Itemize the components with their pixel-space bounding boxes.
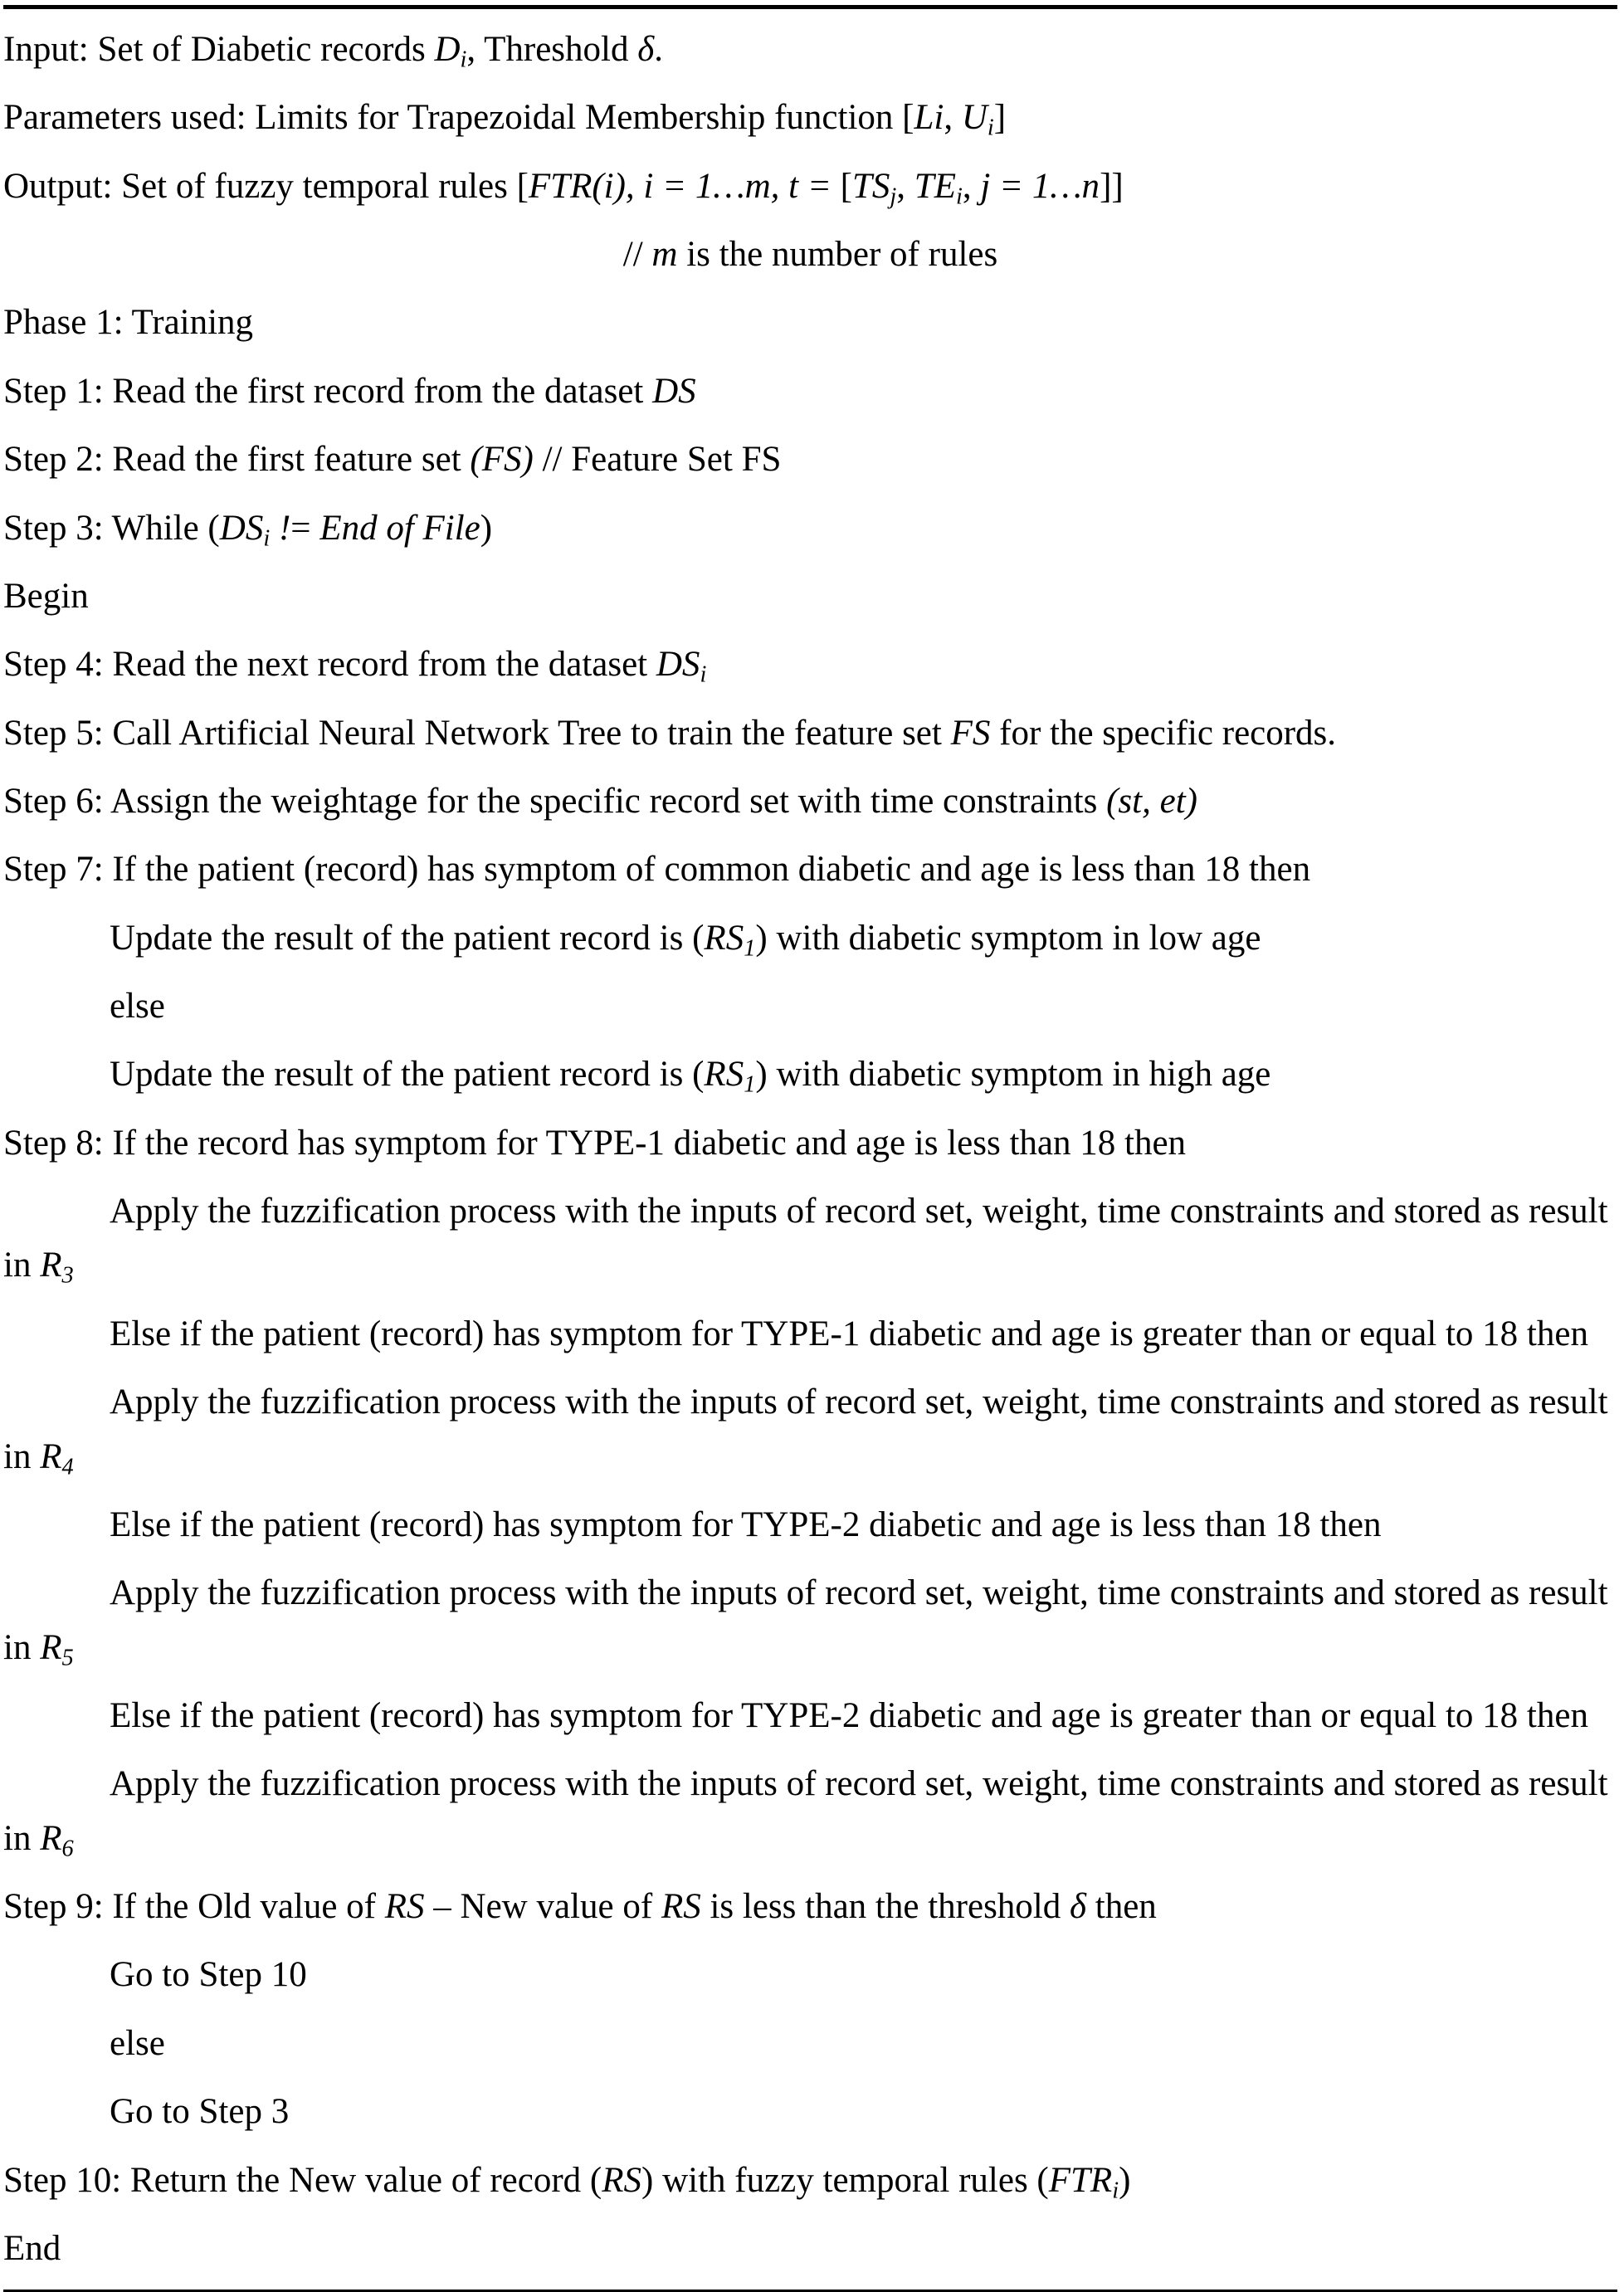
algorithm-step-9-goto-step-10: Go to Step 10	[110, 1955, 307, 1995]
algorithm-step-6: Step 6: Assign the weightage for the specific record set with time constraints (st, et)	[3, 781, 1197, 821]
algorithm-step-9: Step 9: If the Old value of RS – New value of RS is less than the threshold δ then	[3, 1887, 1157, 1927]
algorithm-step-7-else-keyword: else	[110, 987, 165, 1027]
algorithm-end-keyword: End	[3, 2228, 61, 2268]
algorithm-step-7: Step 7: If the patient (record) has symptom of common diabetic and age is less than 18 then	[3, 850, 1311, 890]
algorithm-step-8-elseif-type1-ge-18: Else if the patient (record) has symptom for TYPE-1 diabetic and age is greater than or equal to 18 then	[110, 1314, 1588, 1353]
algorithm-line-parameters: Parameters used: Limits for Trapezoidal Membership function [Li, $U_i$]	[3, 98, 1007, 141]
algorithm-step-7-update-high-age: Update the result of the patient record is $(RS_1)$ with diabetic symptom in high age	[110, 1055, 1271, 1098]
algorithm-step-8-apply-fuzzification-r5: Apply the fuzzification process with the inputs of record set, weight, time constraints and stored as result in $R_5$	[3, 1573, 1608, 1670]
algorithm-step-8-elseif-type2-ge-18: Else if the patient (record) has symptom for TYPE-2 diabetic and age is greater than or equal to 18 then	[110, 1695, 1588, 1735]
algorithm-step-3: Step 3: While ($DS_i$ != End of File)	[3, 508, 493, 551]
algorithm-step-8-elseif-type2-lt-18: Else if the patient (record) has symptom for TYPE-2 diabetic and age is less than 18 then	[110, 1504, 1382, 1544]
algorithm-line-output: Output: Set of fuzzy temporal rules [FTR(i), i = 1…m, $t = [TS_j$, $TE_i$, j = 1…n]]	[3, 166, 1124, 210]
algorithm-phase-1-heading: Phase 1: Training	[3, 303, 254, 343]
algorithm-step-1: Step 1: Read the first record from the dataset DS	[3, 371, 696, 411]
algorithm-step-8-apply-fuzzification-r4: Apply the fuzzification process with the inputs of record set, weight, time constraints and stored as result in $R_4$	[3, 1383, 1608, 1480]
algorithm-step-9-goto-step-3: Go to Step 3	[110, 2092, 290, 2132]
algorithm-step-9-else-keyword: else	[110, 2023, 165, 2063]
algorithm-line-input: Input: Set of Diabetic records $D_i$, Threshold δ.	[3, 30, 663, 73]
algorithm-step-5: Step 5: Call Artificial Neural Network Tree to train the feature set FS for the specific records.	[3, 713, 1337, 753]
algorithm-page	[0, 5, 1624, 2292]
algorithm-step-8-apply-fuzzification-r3: Apply the fuzzification process with the inputs of record set, weight, time constraints and stored as result in $R_3$	[3, 1192, 1608, 1289]
algorithm-step-2: Step 2: Read the first feature set (FS) // Feature Set FS	[3, 440, 782, 480]
algorithm-step-10: Step 10: Return the New value of record (RS) with fuzzy temporal rules $(FTR_i)$	[3, 2160, 1131, 2203]
algorithm-step-8-apply-fuzzification-r6: Apply the fuzzification process with the inputs of record set, weight, time constraints and stored as result in $R_6$	[3, 1764, 1608, 1862]
algorithm-step-8: Step 8: If the record has symptom for TYPE-1 diabetic and age is less than 18 then	[3, 1123, 1187, 1163]
algorithm-step-4: Step 4: Read the next record from the dataset $DS_i$	[3, 645, 707, 688]
algorithm-step-7-update-low-age: Update the result of the patient record is $(RS_1)$ with diabetic symptom in low age	[110, 918, 1261, 962]
algorithm-begin-keyword: Begin	[3, 576, 89, 616]
algorithm-comment-rules-count: // m is the number of rules	[622, 235, 998, 275]
algorithm-body	[3, 9, 1617, 2275]
